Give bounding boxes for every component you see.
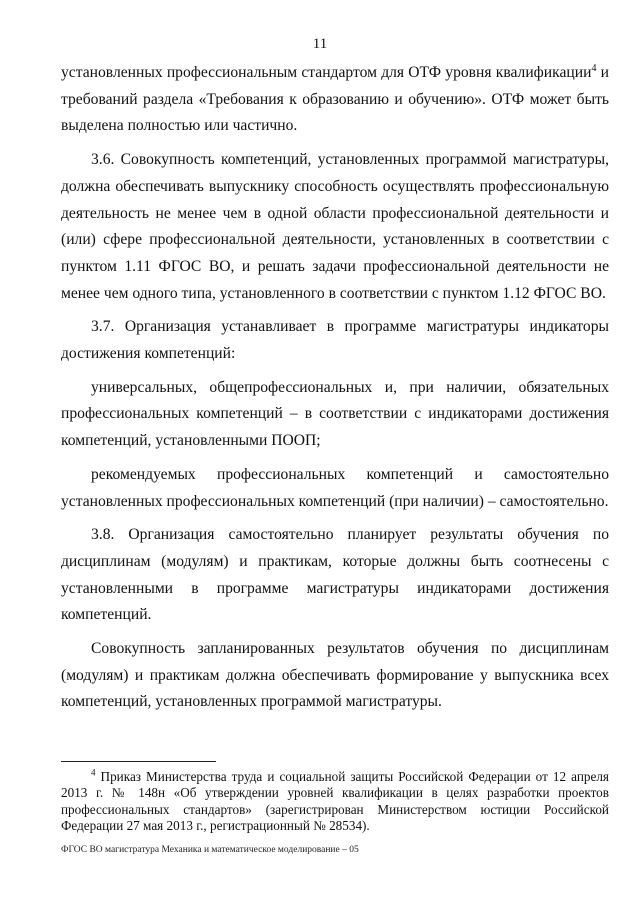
footnote-marker: 4 xyxy=(91,767,96,778)
footnote-text: Приказ Министерства труда и социальной защиты Российской Федерации от 12 апреля 2013 г. № 148н «Об утверждении уровней квалификации в целях разработки проектов профессиональных стандартов» (зарегистрирован Министерством юстиции Российской Федерации 27 мая 2013 г., регистрационный № 28534). xyxy=(61,769,609,833)
paragraph-continuation xyxy=(61,60,609,140)
document-body xyxy=(61,60,609,716)
footnote xyxy=(61,769,609,834)
paragraph-universal-competencies: универсальных, общепрофессиональных и, при наличии, обязательных профессиональных компетенций – в соответствии с индикаторами достижения компетенций, установленными ПООП; xyxy=(61,378,609,450)
paragraph-recommended-competencies: рекомендуемых профессиональных компетенций и самостоятельно установленных профессиональных компетенций (при наличии) – самостоятельно. xyxy=(61,465,609,510)
paragraph-3-6: 3.6. Совокупность компетенций, установленных программой магистратуры, должна обеспечивать выпускнику способность осуществлять профессиональную деятельность не менее чем в одной области профессиональной деятельности и (или) сфере профессиональной деятельности, установленных в соответствии с пунктом 1.11 ФГОС ВО, и решать задачи профессиональной деятельности не менее чем одного типа, установленного в соответствии с пунктом 1.12 ФГОС ВО. xyxy=(61,151,609,302)
paragraph-3-8: 3.8. Организация самостоятельно планирует результаты обучения по дисциплинам (модулям) и практикам, которые должны быть соотнесены с установленными в программе магистратуры индикаторами достижения компетенций. xyxy=(61,526,609,624)
paragraph-text: и требований раздела «Требования к образованию и обучению». ОТФ может быть выделена полностью или частично. xyxy=(61,64,609,135)
footnote-reference[interactable]: 4 xyxy=(591,62,597,74)
page-number: 11 xyxy=(312,36,328,52)
paragraph-text: установленных профессиональным стандартом для ОТФ уровня квалификации xyxy=(61,64,592,81)
page-footer: ФГОС ВО магистратура Механика и математическое моделирование – 05 xyxy=(61,845,359,855)
footnote-separator xyxy=(61,761,216,762)
paragraph-learning-results: Совокупность запланированных результатов обучения по дисциплинам (модулям) и практикам должна обеспечивать формирование у выпускника всех компетенций, установленных программой магистратуры. xyxy=(61,640,609,711)
paragraph-3-7: 3.7. Организация устанавливает в программе магистратуры индикаторы достижения компетенций: xyxy=(61,318,609,363)
